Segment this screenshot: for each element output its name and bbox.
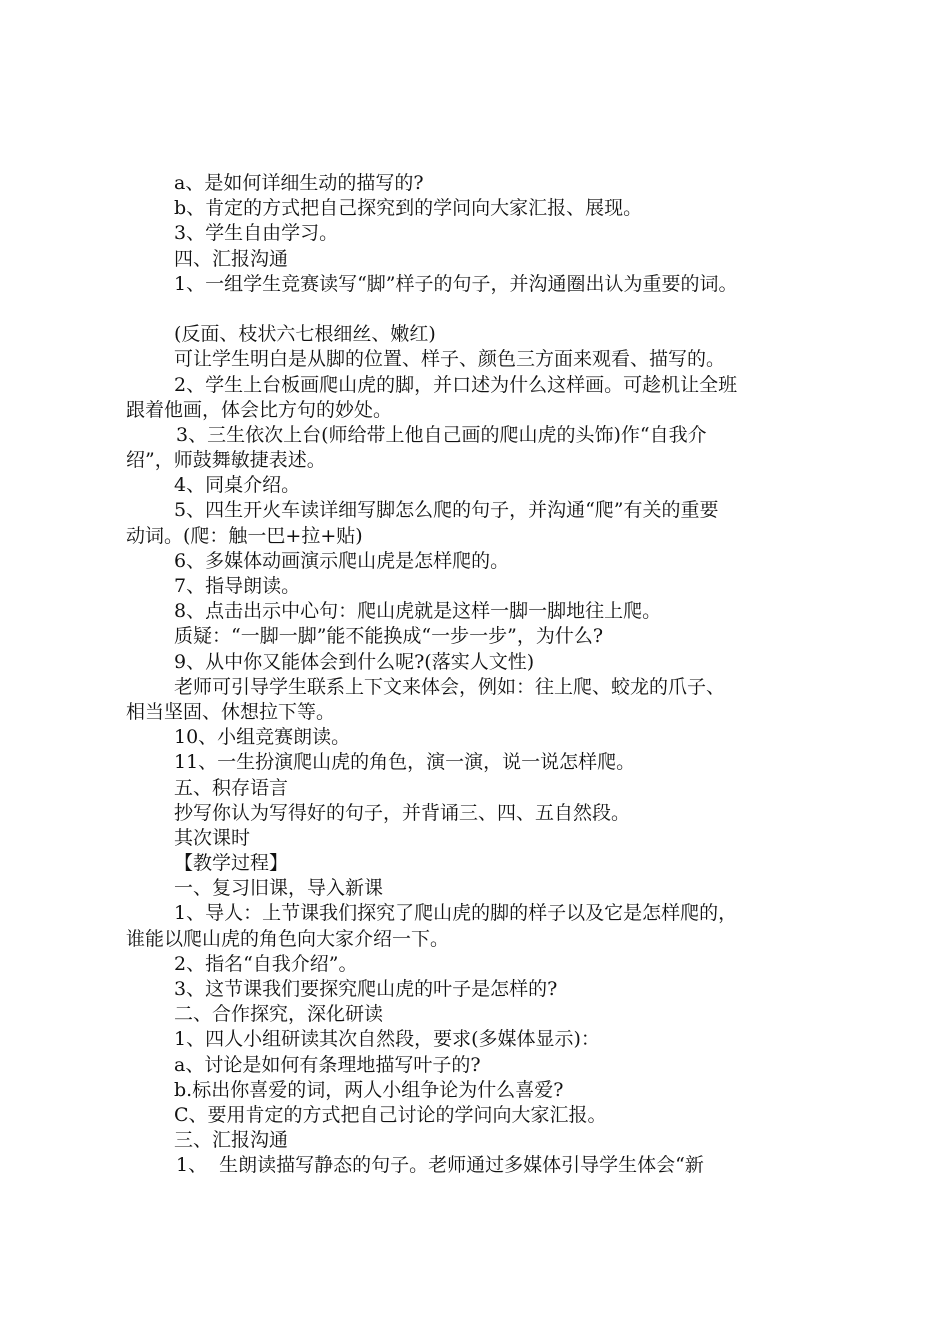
text-line: 1、一组学生竞赛读写“脚”样子的句子，并沟通圈出认为重要的词。 (174, 272, 738, 295)
section-heading: 一、复习旧课，导入新课 (174, 877, 384, 900)
text-line: 7、指导朗读。 (174, 575, 301, 597)
text-line: b.标出你喜爱的词，两人小组争论为什么喜爱? (174, 1078, 564, 1101)
blank-line (126, 297, 846, 322)
text-line: a、讨论是如何有条理地描写叶子的? (174, 1053, 481, 1076)
text-line: 1、导人：上节课我们探究了爬山虎的脚的样子以及它是怎样爬的， (174, 902, 738, 925)
text-line: 2、指名“自我介绍”。 (174, 952, 358, 975)
text-line: 1、四人小组研读其次自然段，要求(多媒体显示)： (174, 1028, 600, 1051)
text-line: 相当坚固、休想拉下等。 (126, 700, 336, 723)
text-line: 谁能以爬山虎的角色向大家介绍一下。 (126, 927, 450, 950)
lesson-heading: 其次课时 (174, 826, 251, 849)
lesson-heading: 【教学过程】 (174, 852, 289, 875)
text-line: 4、同桌介绍。 (174, 474, 301, 497)
text-line: 抄写你认为写得好的句子，并背诵三、四、五自然段。 (174, 801, 631, 824)
text-line: 9、从中你又能体会到什么呢?(落实人文性) (174, 650, 535, 673)
text-line: 5、四生开火车读详细写脚怎么爬的句子，并沟通“爬”有关的重要 (174, 499, 719, 522)
text-line: 1、 生朗读描写静态的句子。老师通过多媒体引导学生体会“新 (176, 1154, 704, 1177)
document-body (126, 171, 846, 1179)
text-line: 8、点击出示中心句：爬山虎就是这样一脚一脚地往上爬。 (174, 600, 662, 623)
text-line: 动词。(爬：触一巴+拉+贴) (126, 524, 363, 547)
section-heading: 五、积存语言 (174, 776, 289, 799)
section-heading: 三、汇报沟通 (174, 1129, 289, 1152)
text-line: b、肯定的方式把自己探究到的学问向大家汇报、展现。 (174, 197, 643, 220)
text-line: 可让学生明白是从脚的位置、样子、颜色三方面来观看、描写的。 (174, 348, 726, 371)
text-line: 6、多媒体动画演示爬山虎是怎样爬的。 (174, 549, 510, 572)
text-line: 2、学生上台板画爬山虎的脚，并口述为什么这样画。可趁机让全班 (174, 373, 738, 396)
text-line: 3、这节课我们要探究爬山虎的叶子是怎样的? (174, 978, 558, 1000)
section-heading: 二、合作探究，深化研读 (174, 1003, 384, 1026)
text-line: 老师可引导学生联系上下文来体会，例如：往上爬、蛟龙的爪子、 (174, 675, 726, 698)
text-line: 3、学生自由学习。 (174, 222, 339, 245)
text-line: a、是如何详细生动的描写的? (174, 172, 424, 194)
text-line: 3、三生依次上台(师给带上他自己画的爬山虎的头饰)作“自我介 (176, 423, 707, 446)
text-line: 11、一生扮演爬山虎的角色，演一演，说一说怎样爬。 (174, 751, 636, 774)
section-heading: 四、汇报沟通 (174, 247, 289, 270)
text-line: 跟着他画，体会比方句的妙处。 (126, 398, 393, 421)
text-line: 10、小组竞赛朗读。 (174, 726, 351, 749)
text-line: C、要用肯定的方式把自己讨论的学问向大家汇报。 (174, 1103, 607, 1126)
text-line: 绍”，师鼓舞敏捷表述。 (126, 449, 326, 472)
text-line: 质疑：“一脚一脚”能不能换成“一步一步”，为什么? (174, 625, 604, 648)
text-line: (反面、枝状六七根细丝、嫩红) (174, 323, 436, 346)
